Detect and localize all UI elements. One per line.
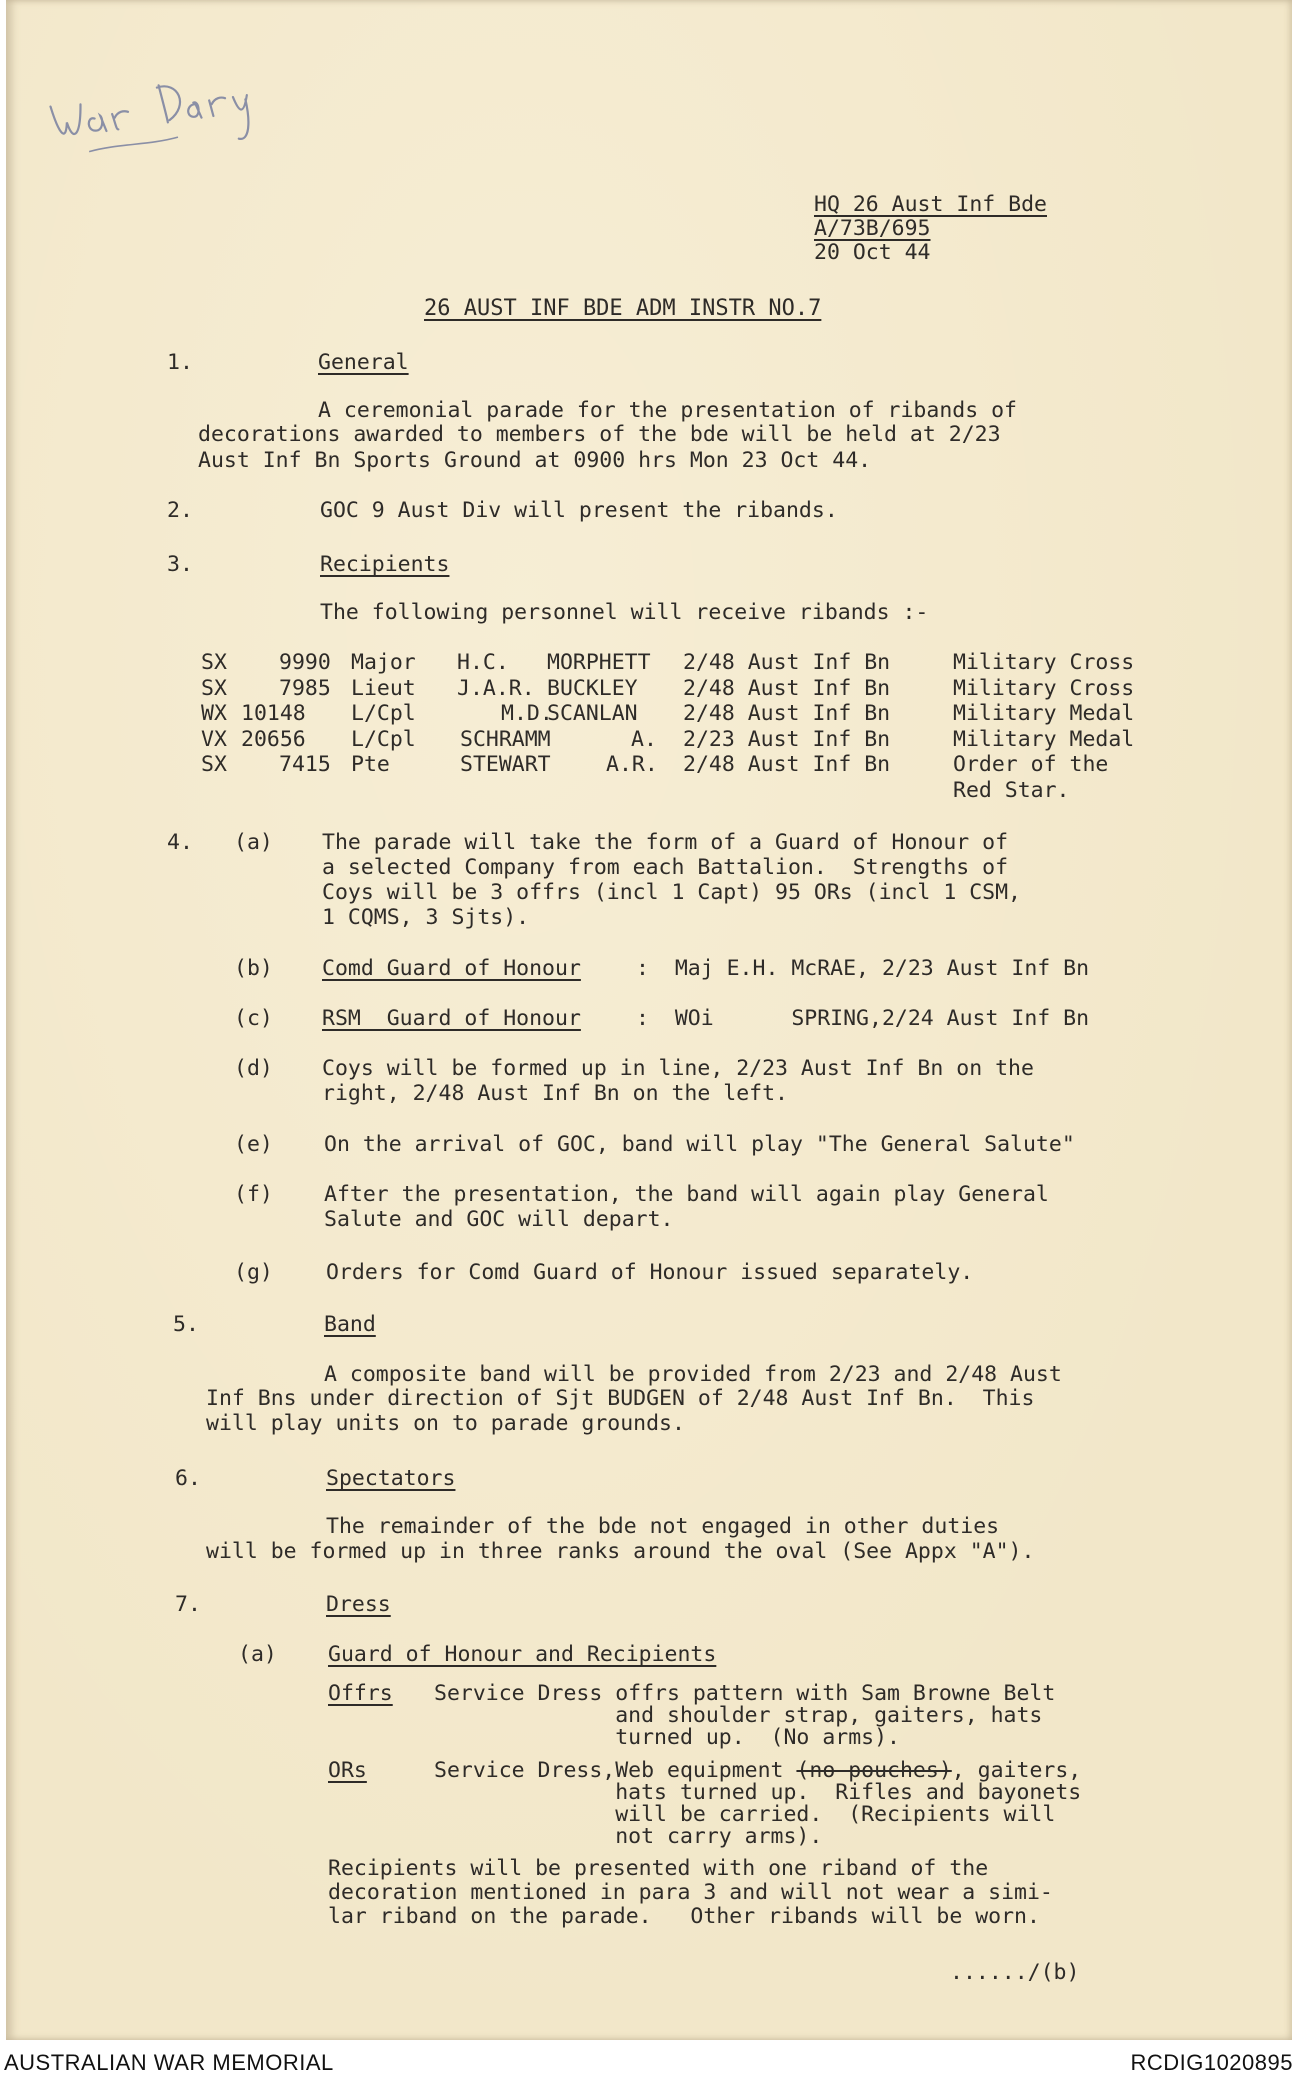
recipient-rank: Pte — [351, 752, 390, 777]
sub-label: (d) — [234, 1056, 273, 1081]
sub-label: (b) — [234, 956, 273, 981]
offrs-line: and shoulder strap, gaiters, hats — [434, 1703, 1043, 1728]
section-4e-text: On the arrival of GOC, band will play "The General Salute" — [324, 1132, 1075, 1157]
recipient-award-continuation: Red Star. — [953, 777, 1070, 803]
section-5-number: 5. — [173, 1312, 199, 1337]
section-7-number: 7. — [175, 1592, 201, 1617]
section-6-heading: Spectators — [326, 1466, 456, 1491]
reference-number: A/73B/695 — [814, 216, 931, 241]
sub-label: (g) — [234, 1260, 273, 1285]
section-1-heading: General — [318, 350, 409, 375]
recipient-state: WX — [201, 701, 227, 726]
section-3-intro: The following personnel will receive ribands :- — [320, 600, 929, 625]
recipient-number: 10148 — [241, 701, 306, 726]
section-4f-line: Salute and GOC will depart. — [324, 1207, 674, 1232]
handwritten-note-text: War Diary — [38, 77, 44, 79]
section-1-line: A ceremonial parade for the presentation of ribands of — [318, 398, 1017, 423]
section-7a-heading: Guard of Honour and Recipients — [328, 1642, 717, 1667]
recipient-initials: M.D. — [501, 701, 553, 726]
section-2-number: 2. — [167, 498, 193, 523]
recipient-award: Military Cross — [953, 650, 1135, 675]
document-title: 26 AUST INF BDE ADM INSTR NO.7 — [424, 296, 822, 321]
recipients-note-line: lar riband on the parade. Other ribands will be worn. — [328, 1904, 1040, 1929]
recipient-name: STEWART — [460, 752, 551, 777]
sub-label: (a) — [238, 1642, 277, 1667]
recipient-number: 20656 — [241, 726, 306, 752]
section-4-number: 4. — [167, 830, 193, 855]
section-7-heading: Dress — [326, 1592, 391, 1617]
recipient-rank: Major — [351, 650, 416, 675]
section-3-heading: Recipients — [320, 552, 450, 577]
recipient-initials: J.A.R. — [457, 675, 535, 701]
recipient-initials: A. — [631, 726, 657, 752]
recipient-initials: H.C. — [457, 650, 509, 675]
section-5-line: will play units on to parade grounds. — [206, 1411, 685, 1436]
archive-id: RCDIG1020895 — [1130, 2050, 1293, 2075]
sub-label: (f) — [234, 1182, 273, 1207]
recipient-unit: 2/48 Aust Inf Bn — [683, 752, 891, 777]
section-4a-line: a selected Company from each Battalion. Strengths of — [322, 855, 1009, 880]
section-5-line: Inf Bns under direction of Sjt BUDGEN of 2/48 Aust Inf Bn. This — [206, 1386, 1035, 1411]
recipient-unit: 2/23 Aust Inf Bn — [683, 726, 891, 752]
offrs-line: turned up. (No arms). — [434, 1725, 900, 1750]
recipient-name: SCANLAN — [547, 701, 638, 726]
ors-line-1-end: , gaiters, — [951, 1758, 1082, 1783]
section-4g-text: Orders for Comd Guard of Honour issued separately. — [326, 1260, 974, 1285]
handwritten-annotation — [38, 39, 329, 177]
ors-line: will be carried. (Recipients will — [434, 1802, 1056, 1827]
document-date: 20 Oct 44 — [814, 240, 931, 265]
ors-line: not carry arms). — [434, 1824, 823, 1849]
section-1-number: 1. — [167, 350, 193, 375]
section-4f-line: After the presentation, the band will again play General — [324, 1182, 1049, 1207]
archive-source: AUSTRALIAN WAR MEMORIAL — [4, 2050, 334, 2075]
recipient-number: 9990 — [279, 650, 331, 675]
section-4a-line: The parade will take the form of a Guard of Honour of — [322, 830, 1009, 855]
section-6-line: will be formed up in three ranks around the oval (See Appx "A"). — [206, 1539, 1035, 1564]
continuation-marker: ....../(b) — [950, 1960, 1080, 1985]
recipient-number: 7415 — [279, 752, 331, 777]
recipient-rank: L/Cpl — [351, 701, 416, 726]
recipient-name: MORPHETT — [547, 650, 651, 675]
document-page — [6, 0, 1292, 2040]
ors-struck-text: (no pouches) — [796, 1758, 952, 1783]
recipient-award: Military Medal — [953, 726, 1135, 752]
section-5-heading: Band — [324, 1312, 376, 1337]
section-4b-text: : Maj E.H. McRAE, 2/23 Aust Inf Bn — [636, 956, 1090, 981]
recipient-number: 7985 — [279, 675, 331, 701]
recipient-state: SX — [201, 650, 227, 675]
sub-label: (c) — [234, 1006, 273, 1031]
section-4d-line: Coys will be formed up in line, 2/23 Aust Inf Bn on the — [322, 1056, 1034, 1081]
sub-label: (e) — [234, 1132, 273, 1157]
section-4c-heading: RSM Guard of Honour — [322, 1006, 581, 1031]
ors-label: ORs — [328, 1758, 367, 1783]
recipient-unit: 2/48 Aust Inf Bn — [683, 701, 891, 726]
section-4a-line: 1 CQMS, 3 Sjts). — [322, 905, 530, 930]
offrs-line: Service Dress offrs pattern with Sam Browne Belt — [434, 1681, 1056, 1706]
recipient-state: SX — [201, 675, 227, 701]
section-4b-heading: Comd Guard of Honour — [322, 956, 581, 981]
recipient-rank: L/Cpl — [351, 726, 416, 752]
hq-heading: HQ 26 Aust Inf Bde — [814, 192, 1047, 217]
recipient-award: Order of the — [953, 752, 1109, 777]
recipient-state: VX — [201, 726, 227, 752]
sub-label: (a) — [234, 830, 273, 855]
recipient-name: SCHRAMM — [460, 726, 551, 752]
section-1-line: Aust Inf Bn Sports Ground at 0900 hrs Mon 23 Oct 44. — [198, 448, 872, 473]
ors-line-1-text: Service Dress,Web equipment — [434, 1758, 797, 1783]
recipient-award: Military Cross — [953, 675, 1135, 701]
section-3-number: 3. — [167, 552, 193, 577]
section-6-line: The remainder of the bde not engaged in other duties — [326, 1514, 1000, 1539]
recipient-unit: 2/48 Aust Inf Bn — [683, 650, 891, 675]
recipient-rank: Lieut — [351, 675, 416, 701]
section-4c-text: : WOi SPRING,2/24 Aust Inf Bn — [636, 1006, 1090, 1031]
section-1-line: decorations awarded to members of the bde will be held at 2/23 — [198, 422, 1001, 447]
section-4d-line: right, 2/48 Aust Inf Bn on the left. — [322, 1081, 788, 1106]
section-6-number: 6. — [175, 1466, 201, 1491]
ors-line: hats turned up. Rifles and bayonets — [434, 1780, 1082, 1805]
recipient-name: BUCKLEY — [547, 675, 638, 701]
recipients-note-line: Recipients will be presented with one riband of the — [328, 1856, 989, 1881]
recipient-unit: 2/48 Aust Inf Bn — [683, 675, 891, 701]
section-2-text: GOC 9 Aust Div will present the ribands. — [320, 498, 838, 523]
section-5-line: A composite band will be provided from 2/23 and 2/48 Aust — [324, 1362, 1062, 1387]
recipients-note-line: decoration mentioned in para 3 and will not wear a simi- — [328, 1880, 1053, 1905]
offrs-label: Offrs — [328, 1681, 393, 1706]
recipient-award: Military Medal — [953, 701, 1135, 726]
recipient-initials: A.R. — [606, 752, 658, 777]
section-4a-line: Coys will be 3 offrs (incl 1 Capt) 95 ORs (incl 1 CSM, — [322, 880, 1021, 905]
recipient-state: SX — [201, 752, 227, 777]
